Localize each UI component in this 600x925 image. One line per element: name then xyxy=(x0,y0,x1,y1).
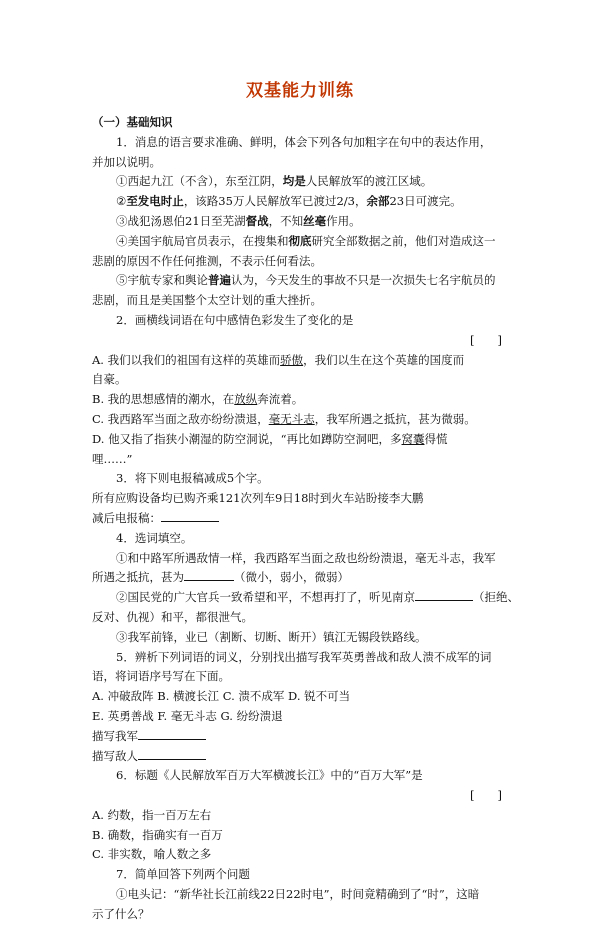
q1-item-2: ②至发电时止，该路35万人民解放军已渡过2/3，余部23日可渡完。 xyxy=(116,194,462,209)
bold-word: 彻底 xyxy=(288,233,312,248)
q4-item-1-cont: 所遇之抵抗，甚为 （微小，弱小，微弱） xyxy=(92,570,349,585)
exercise-body xyxy=(92,113,522,925)
q6-option-c: C. 非实数，喻人数之多 xyxy=(92,847,212,862)
q3-stem: 3．将下则电报稿减成5个字。 xyxy=(116,471,269,486)
bold-word: 至发电时止 xyxy=(126,194,184,209)
underlined-word: 放纵 xyxy=(234,392,258,407)
q2-option-c: C. 我西路军当面之敌亦纷纷溃退，毫无斗志，我军所遇之抵抗，甚为微弱。 xyxy=(92,411,476,426)
q1-item-1: ①西起九江（不含），东至江阴，均是人民解放军的渡江区域。 xyxy=(116,174,433,189)
q7-item-1-cont: 示了什么？ xyxy=(92,906,150,921)
q6-option-b: B. 确数，指确实有一百万 xyxy=(92,827,223,842)
q2-option-a: A. 我们以我们的祖国有这样的英雄而骄傲，我们以生在这个英雄的国度而 xyxy=(92,352,465,367)
q7-item-1: ①电头记：“新华社长江前线22日22时电”，时间竟精确到了“时”，这暗 xyxy=(116,887,480,902)
underlined-word: 窝囊 xyxy=(401,431,425,446)
q2-option-a-cont: 自豪。 xyxy=(92,372,127,387)
q1-stem-line1: 1．消息的语言要求准确、鲜明，体会下列各句加粗字在句中的表达作用， xyxy=(116,134,492,149)
q2-option-d-cont: 哩……” xyxy=(92,451,133,466)
q2-answer-bracket[interactable]: [ ] xyxy=(470,332,502,347)
q1-item-5-cont: 悲剧，而且是美国整个太空计划的重大挫折。 xyxy=(92,293,322,308)
q4-item-3: ③我军前锋，业已（割断、切断、断开）镇江无锡段铁路线。 xyxy=(116,629,427,644)
answer-blank[interactable] xyxy=(184,568,234,581)
q3-answer-line: 减后电报稿： xyxy=(92,509,522,529)
q2-option-d: D. 他又指了指狭小潮湿的防空洞说，“再比如蹲防空洞吧，多窝囊得慌 xyxy=(92,431,448,446)
answer-blank[interactable] xyxy=(415,588,473,601)
q5-options-line2: E. 英勇善战 F. 毫无斗志 G. 纷纷溃退 xyxy=(92,708,283,723)
q2-option-b: B. 我的思想感情的潮水，在放纵奔流着。 xyxy=(92,392,304,407)
q4-item-1: ①和中路军所遇敌情一样，我西路军当面之敌也纷纷溃退，毫无斗志，我军 xyxy=(116,550,496,565)
q5-stem-line2: 语，将词语序号写在下面。 xyxy=(92,669,230,684)
q7-stem: 7．简单回答下列两个问题 xyxy=(116,867,250,882)
q1-item-5: ⑤宇航专家和舆论普遍认为，今天发生的事故不只是一次损失七名宇航员的 xyxy=(116,273,496,288)
q5-options-line1: A. 冲破敌阵 B. 横渡长江 C. 溃不成军 D. 锐不可当 xyxy=(92,689,351,704)
q5-stem-line1: 5．辨析下列词语的词义，分别找出描写我军英勇善战和敌人溃不成军的词 xyxy=(116,649,492,664)
bold-word: 余部 xyxy=(366,194,390,209)
q1-item-4-cont: 悲剧的原因不作任何推测，不表示任何看法。 xyxy=(92,253,322,268)
bold-word: 督战 xyxy=(245,213,269,228)
q6-answer-bracket[interactable]: [ ] xyxy=(470,788,502,803)
q2-stem: 2．画横线词语在句中感情色彩发生了变化的是 xyxy=(116,312,354,327)
q5-answer-ours: 描写我军 xyxy=(92,727,522,747)
page-title: 双基能力训练 xyxy=(246,81,354,101)
bold-word: 均是 xyxy=(282,174,306,189)
q1-item-4: ④美国宇航局官员表示，在搜集和彻底研究全部数据之前，他们对造成这一 xyxy=(116,233,496,248)
bold-word: 普遍 xyxy=(208,273,231,288)
q1-item-3: ③战犯汤恩伯21日至芜湖督战，不知丝毫作用。 xyxy=(116,213,361,228)
answer-blank[interactable] xyxy=(138,727,206,740)
q4-item-2: ②国民党的广大官兵一致希望和平，不想再打了，听见南京 （拒绝、 xyxy=(116,590,519,605)
q4-item-2-cont: 反对、仇视）和平，都很泄气。 xyxy=(92,609,253,624)
q6-stem: 6．标题《人民解放军百万大军横渡长江》中的“百万大军”是 xyxy=(116,768,423,783)
q3-content: 所有应购设备均已购齐乘121次列车9日18时到火车站盼接李大鹏 xyxy=(92,491,424,506)
bold-word: 丝毫 xyxy=(303,213,327,228)
answer-blank[interactable] xyxy=(161,509,219,522)
answer-blank[interactable] xyxy=(138,747,206,760)
underlined-word: 骄傲 xyxy=(280,352,304,367)
underlined-word: 毫无斗志 xyxy=(268,411,315,426)
q1-stem-line2: 并加以说明。 xyxy=(92,154,161,169)
section-heading: （一）基础知识 xyxy=(92,115,173,129)
q6-option-a: A. 约数，指一百万左右 xyxy=(92,807,212,822)
q4-stem: 4．选词填空。 xyxy=(116,530,193,545)
q5-answer-enemy: 描写敌人 xyxy=(92,747,522,767)
